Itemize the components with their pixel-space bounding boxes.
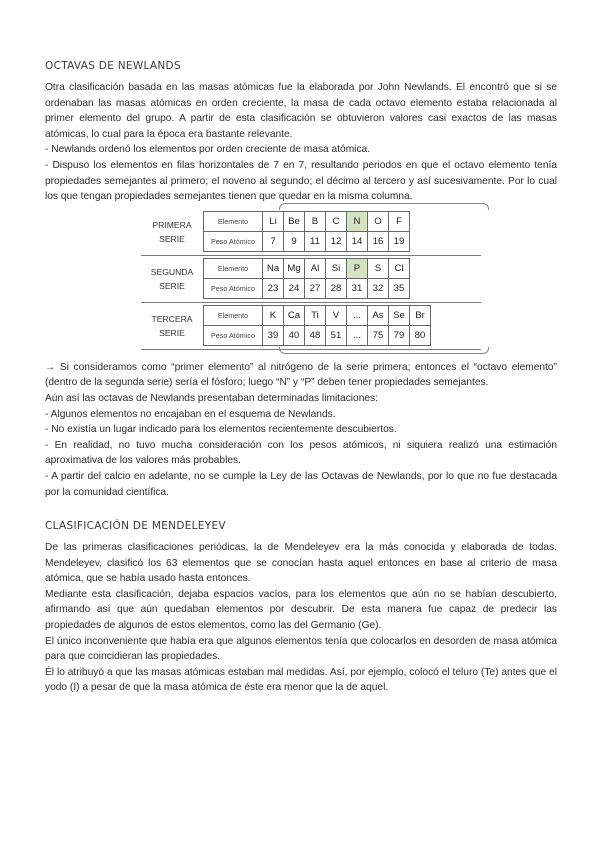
limitation-item: - Algunos elementos no encajaban en el esquema de Newlands. — [45, 408, 336, 420]
element-cell: As — [368, 306, 389, 326]
mass-cell: 24 — [284, 279, 305, 299]
mass-row — [204, 326, 431, 346]
mass-cell: 11 — [305, 232, 326, 252]
element-cell: Mg — [284, 259, 305, 279]
mass-cell: 79 — [389, 326, 410, 346]
element-row — [204, 306, 431, 326]
mass-cell: 23 — [263, 279, 284, 299]
mendeleyev-paragraph: Él lo atribuyó a que las masas atómicas estaban mal medidas. Así, por ejemplo, colocó el teluro (Te) antes que el yodo (I) a pesar de que la masa atómica de éste era menor que la de aquel. — [45, 666, 557, 694]
mass-row — [204, 232, 410, 252]
element-cell: V — [326, 306, 347, 326]
mass-cell: 12 — [326, 232, 347, 252]
series-label: TERCERA SERIE — [151, 313, 193, 338]
mass-cell: 16 — [368, 232, 389, 252]
limitation-item: - No existía un lugar indicado para los elementos recientemente descubiertos. — [45, 424, 397, 436]
section-title-mendeleyev: CLASIFICACIÓN DE MENDELEYEV — [45, 520, 226, 533]
mass-cell: 27 — [305, 279, 326, 299]
mass-cell: 19 — [389, 232, 410, 252]
mass-cell: 31 — [347, 279, 368, 299]
series-grid — [203, 305, 431, 346]
mass-row — [204, 279, 410, 299]
row-label-mass: Peso Atómico — [204, 279, 263, 299]
element-cell: Li — [263, 212, 284, 232]
mass-cell: 40 — [284, 326, 305, 346]
series-grid — [203, 211, 410, 252]
element-cell: Ti — [305, 306, 326, 326]
mass-cell: 32 — [368, 279, 389, 299]
limitation-item: - En realidad, no tuvo mucha consideración con los pesos atómicos, ni siquiera realizó una estimación aproximativa de los valores más probables. — [45, 439, 557, 467]
row-label-mass: Peso Atómico — [204, 326, 263, 346]
series-grid — [203, 258, 410, 299]
mendeleyev-paragraph: De las primeras clasificaciones periódicas, la de Mendeleyev era la más conocida y elaborada de todas. Mendeleyev, clasificó los 63 elementos que se conocían hasta aquel entonces en base al criterio de masa atómica, que se había usado hasta entonces. — [45, 542, 557, 585]
intro-paragraph: Otra clasificación basada en las masas atómicas fue la elaborada por John Newlands. El encontró que si se ordenaban las masas atómicas en orden creciente, la masa de cada octavo elemento estaba relacionada al primer elemento del grupo. A partir de esta clasificación se obtuvieron valores casi exactos de las masas atómicas, lo cual para la época era bastante relevante. — [45, 82, 557, 140]
element-cell: Br — [410, 306, 431, 326]
series-label: PRIMERA SERIE — [152, 219, 192, 244]
element-row — [204, 259, 410, 279]
bullet-rows: - Dispuso los elementos en filas horizontales de 7 en 7, resultando periodos en que el octavo elemento tenía propiedades semejantes al primero; el noveno al segundo; el décimo al tercero y así sucesivamente. Por lo cual los que tengan propiedades semejantes tienen que quedar en la misma columna. — [45, 159, 557, 203]
series-block-3 — [141, 303, 481, 350]
mass-cell: 35 — [389, 279, 410, 299]
document-page — [45, 60, 557, 696]
section-title-newlands: OCTAVAS DE NEWLANDS — [45, 60, 181, 72]
element-cell: K — [263, 306, 284, 326]
mendeleyev-paragraph: El único inconveniente que había era que algunos elementos tenía que colocarlos en desorden de masa atómica para que coincidieran las propiedades. — [45, 635, 557, 663]
mass-cell: 48 — [305, 326, 326, 346]
bullet-ordering: - Newlands ordenó los elementos por orden creciente de masa atómica. — [45, 144, 371, 156]
element-cell: Na — [263, 259, 284, 279]
row-label-mass: Peso Atómico — [204, 232, 263, 252]
element-cell-highlight: N — [347, 212, 368, 232]
brace-top — [279, 203, 489, 210]
brace-bottom — [279, 347, 489, 354]
newlands-octaves-table — [141, 209, 481, 350]
element-cell: F — [389, 212, 410, 232]
element-cell: ... — [347, 306, 368, 326]
element-cell: Be — [284, 212, 305, 232]
mass-cell: 14 — [347, 232, 368, 252]
element-cell: Cl — [389, 259, 410, 279]
mass-cell: 51 — [326, 326, 347, 346]
element-cell: S — [368, 259, 389, 279]
element-cell: Si — [326, 259, 347, 279]
row-label-element: Elemento — [204, 212, 263, 232]
mass-cell: 9 — [284, 232, 305, 252]
element-cell: Al — [305, 259, 326, 279]
element-cell-highlight: P — [347, 259, 368, 279]
element-cell: O — [368, 212, 389, 232]
mendeleyev-paragraph: Mediante esta clasificación, dejaba espacios vacíos, para los elementos que aún no se habían descubierto, afirmando así que aún quedaban elementos por descubrir. De esta manera fue capaz de predecir las propiedades de algunos de estos elementos, como las del Germanio (Ge). — [45, 588, 557, 632]
element-row — [204, 212, 410, 232]
mass-cell: 39 — [263, 326, 284, 346]
element-cell: B — [305, 212, 326, 232]
mass-cell: 75 — [368, 326, 389, 346]
series-label: SEGUNDA SERIE — [150, 266, 194, 291]
mass-cell: 7 — [263, 232, 284, 252]
mass-cell: ... — [347, 326, 368, 346]
series-block-1 — [141, 209, 481, 256]
arrow-paragraph: → Si consideramos como “primer elemento” al nitrógeno de la serie primera; entonces el “octavo elemento” (dentro de la segunda serie) sería el fósforo; luego “N” y “P” deben tener propiedades semejantes. — [45, 361, 557, 389]
element-cell: Ca — [284, 306, 305, 326]
series-block-2 — [141, 256, 481, 303]
row-label-element: Elemento — [204, 306, 263, 326]
element-cell: C — [326, 212, 347, 232]
row-label-element: Elemento — [204, 259, 263, 279]
mass-cell: 28 — [326, 279, 347, 299]
limitation-item: - A partir del calcio en adelante, no se cumple la Ley de las Octavas de Newlands, por lo que no fue destacada por la comunidad científica. — [45, 470, 557, 498]
limitations-intro: Aún así las octavas de Newlands presentaban determinadas limitaciones: — [45, 392, 378, 404]
element-cell: Se — [389, 306, 410, 326]
mass-cell: 80 — [410, 326, 431, 346]
